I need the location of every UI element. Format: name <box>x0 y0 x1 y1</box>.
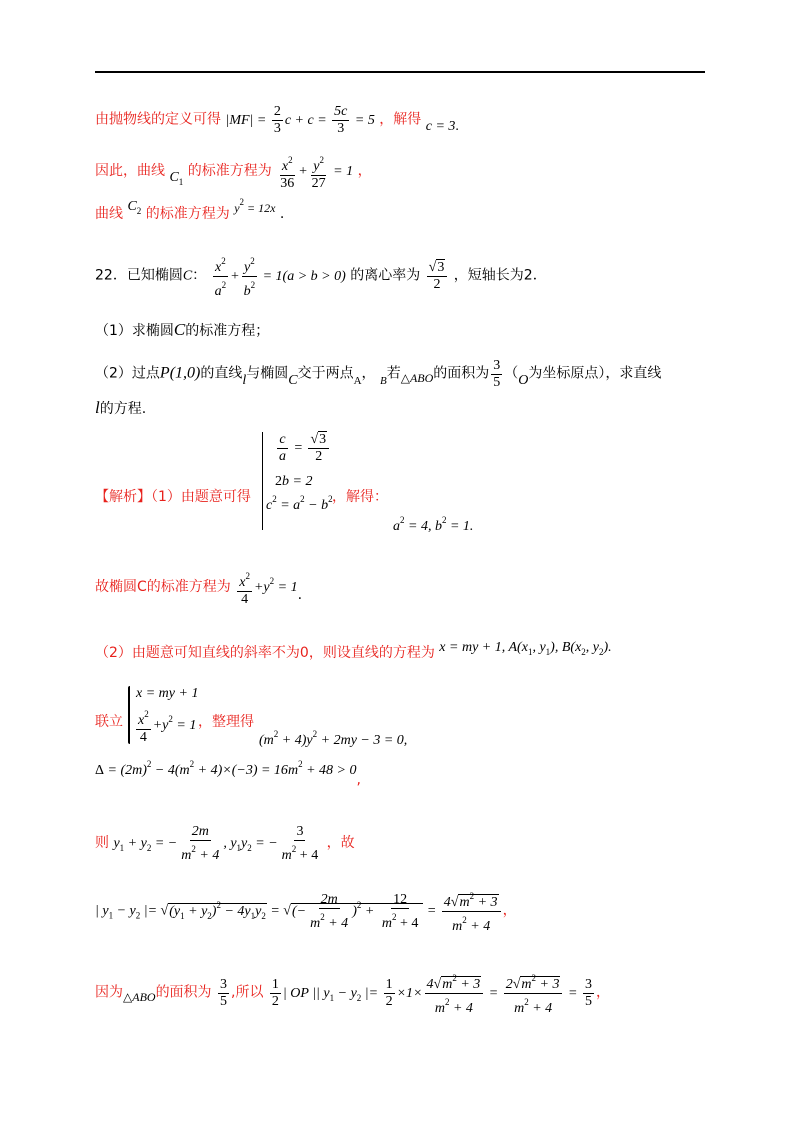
text-segment: ，解得 <box>379 111 422 128</box>
system-brace <box>262 432 263 530</box>
solution-ab: $a^2 = 4$, $b^2 = 1$. <box>393 515 474 534</box>
text-segment: 的直线 <box>200 365 243 382</box>
discriminant: $\Delta = (2m)^2 - 4(m^2 + 4)\times(-3) = 16m^2 + 48 > 0$, <box>95 759 361 788</box>
text-segment: 为坐标原点），求直线 <box>528 365 662 382</box>
question-number-text: 22．已知椭圆 <box>95 267 183 284</box>
system-brace-2 <box>128 686 130 744</box>
text-segment: ,所以 <box>231 984 264 1001</box>
text-segment: ，短轴长为2． <box>453 267 547 284</box>
line-curve-c1-equation: 因此，曲线 $C_1$ 的标准方程为 $\frac{x^2}{36}$ + $\frac{y^2}{27}$ = 1 ， <box>95 152 372 192</box>
analysis-part-1 <box>95 486 251 506</box>
text-segment: 的方程. <box>99 401 147 417</box>
text-segment: （2）过点 <box>95 365 160 382</box>
analysis-tag: 【解析】 <box>95 489 151 505</box>
text-segment: ： <box>192 267 207 284</box>
text-segment: 的标准方程为 <box>145 206 230 222</box>
text-segment: 则 <box>95 835 109 852</box>
text-segment: 因为 <box>95 984 123 1001</box>
text-segment: （1）由题意可得 <box>151 489 251 505</box>
text-segment: 故椭圆C的标准方程为 <box>95 579 231 596</box>
text-segment: （ <box>504 365 519 382</box>
part-1: （1）求椭圆C的标准方程； <box>95 320 270 339</box>
text-segment: . <box>279 206 285 222</box>
text-segment: （1）求椭圆 <box>95 323 174 339</box>
system-eq-2: 2b = 2 <box>275 474 313 489</box>
text-segment: 曲线 <box>95 206 123 222</box>
text-segment: 由抛物线的定义可得 <box>95 111 221 128</box>
system2-eq-1: x = my + 1 <box>136 686 199 701</box>
part-2-continued: l的方程. <box>95 398 147 417</box>
difference-y1-y2: | $y_1 - y_2$ |= $√(y_1 + y_2)^2 - 4y_1y_2$ = √(− $\frac{2m}{m^2 + 4}$ )$^2$ + $\frac{12}{m^2 + 4}$ = $\frac{4√m^2 + 3}{m^2 + 4}$ ， <box>95 888 517 935</box>
text-segment: 的离心率为 <box>350 267 421 284</box>
ellipse-conclusion: 故椭圆C的标准方程为 $\frac{x^2}{4}$ $+y^2 = 1$. <box>95 568 302 608</box>
text-segment: 若 <box>386 365 401 382</box>
text-segment: ，整理得 <box>198 714 254 730</box>
part-2: （2）过点P(1,0)的直线l与椭圆C交于两点$_A$， $_B$若△ABO的面积为 $\frac{3}{5}$ （O为坐标原点），求直线 <box>95 358 662 390</box>
analysis-solve <box>332 486 388 506</box>
system-eq-3: $c^2 = a^2 - b^2$ <box>266 494 333 513</box>
text-segment: 因此，曲线 <box>95 163 165 180</box>
lianli-line <box>95 711 123 731</box>
analysis-part-2: （2）由题意可知直线的斜率不为0，则设直线的方程为 x = my + 1, $A(x_1$, $y_1$), $B(x_2$, $y_2$). <box>95 640 612 661</box>
area-line: 因为△ABO的面积为 $\frac{3}{5}$ ,所以 $\frac{1}{2}$ | OP || $y_1 - y_2$ |= $\frac{1}{2}$ ×1× $\frac{4√m^2 + 3}{m^2 + 4}$ = $\frac{2√m^2 + 3}{m^2 + 4}$ = $\frac{3}{5}$ ， <box>95 970 610 1017</box>
text-segment: （2）由题意可知直线的斜率不为0，则设直线的方程为 <box>95 645 435 661</box>
text-segment: 交于两点 <box>297 365 354 382</box>
lianli-arrange <box>198 711 254 731</box>
vieta-line: 则 $y_1 + y_2$ = − $\frac{2m}{m^2 + 4}$ , $y_1y_2$ = − $\frac{3}{m^2 + 4}$ ，故 <box>95 824 355 863</box>
question-22: 22．已知椭圆C： $\frac{x^2}{a^2}$ + $\frac{y^2}{b^2}$ = 1(a > b > 0) 的离心率为 $\frac{√3}{2}$ ，短轴长为2． <box>95 253 547 300</box>
text-segment: ， <box>361 365 376 382</box>
text-segment: 的标准方程； <box>185 323 270 339</box>
system2-eq-2: $\frac{x^2}{4}$ $+y^2 = 1$ <box>134 706 196 746</box>
system-eq-1: $\frac{c}{a}$ = $\frac{√3}{2}$ <box>275 432 331 465</box>
text-segment: 联立 <box>95 714 123 730</box>
text-segment: 的标准方程为 <box>187 163 272 180</box>
text-segment: 的面积为 <box>155 984 212 1001</box>
text-segment: ，解得： <box>332 489 388 505</box>
text-segment: 与椭圆 <box>246 365 289 382</box>
text-segment: ， <box>357 163 372 180</box>
header-rule <box>95 71 705 73</box>
text-segment: ，故 <box>326 835 355 852</box>
line-parabola-definition: 由抛物线的定义可得 |MF| = $\frac{2}{3}$ c + c = $\frac{5c}{3}$ = 5 ，解得 c = 3. <box>95 104 459 136</box>
line-curve-c2-equation: 曲线 $C_2$ 的标准方程为 $y^2 = 12x$ . <box>95 197 285 222</box>
quadratic-equation: $(m^2 + 4)y^2 + 2my - 3 = 0$, <box>259 729 408 748</box>
text-segment: 的面积为 <box>433 365 490 382</box>
